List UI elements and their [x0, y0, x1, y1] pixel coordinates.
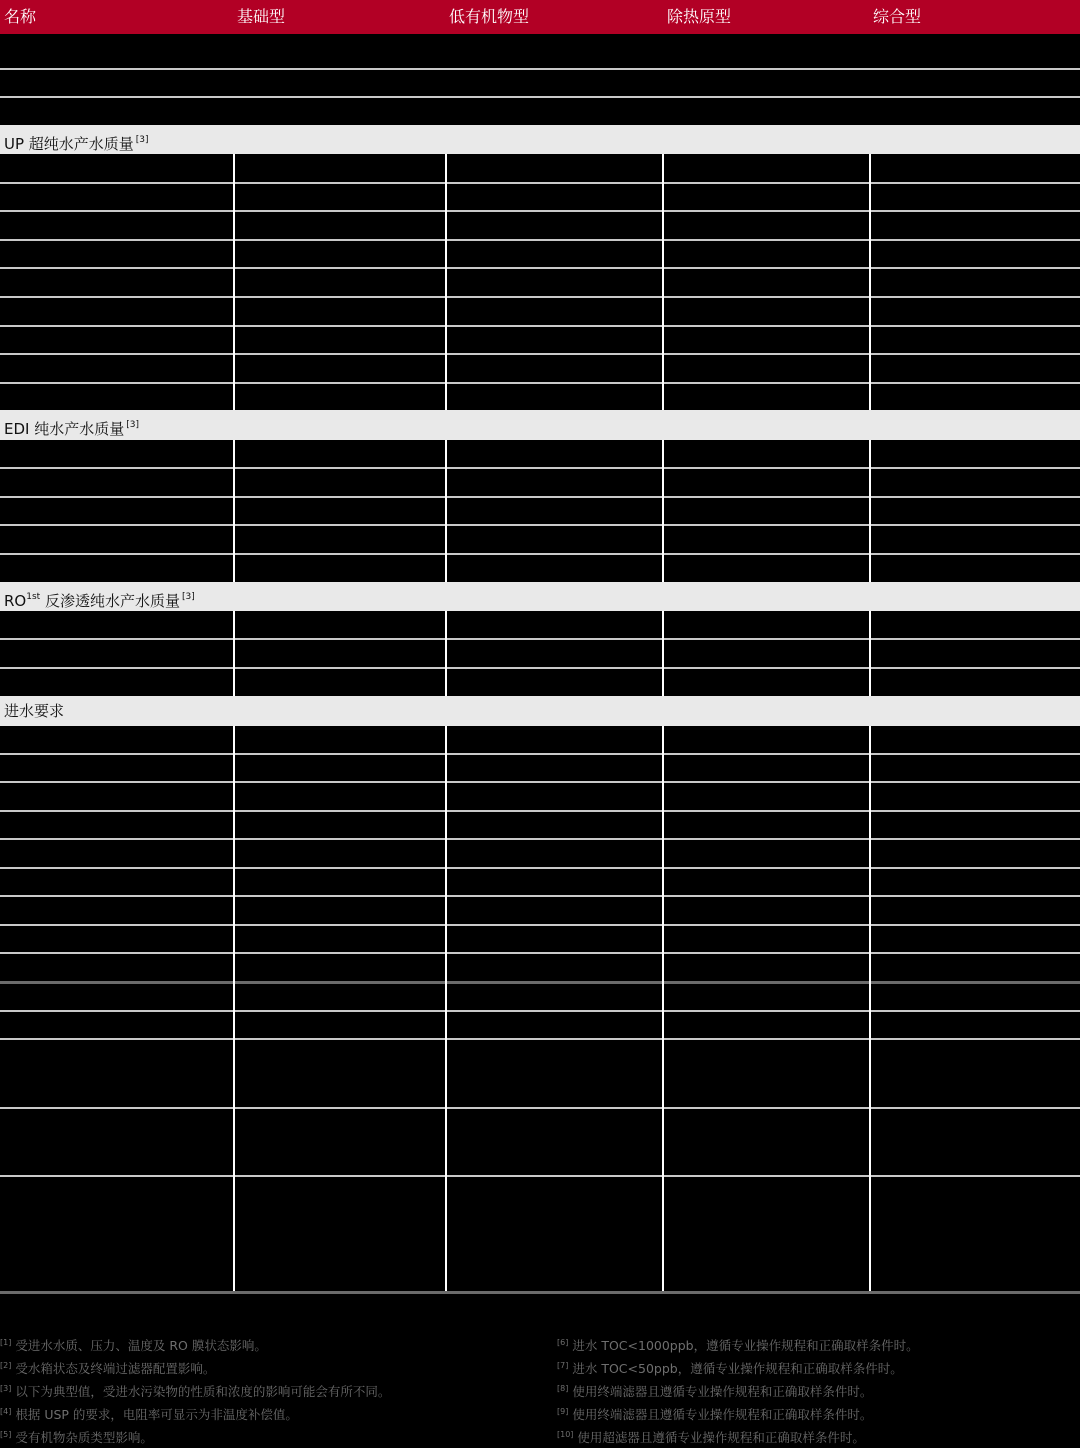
- footnote: [1] 受进水水质、压力、温度及 RO 膜状态影响。: [0, 1338, 267, 1353]
- table-row: [0, 34, 1080, 68]
- column-divider: [445, 726, 447, 1291]
- column-divider: [233, 726, 235, 1291]
- section-header-feed-water: [0, 696, 1080, 726]
- column-header-name: 名称: [4, 7, 37, 26]
- section-header-edi: [0, 410, 1080, 440]
- footnote-ref: [3]: [135, 135, 149, 145]
- column-divider: [869, 440, 871, 582]
- footnote: [3] 以下为典型值，受进水污染物的性质和浓度的影响可能会有所不同。: [0, 1384, 391, 1399]
- column-divider: [869, 154, 871, 410]
- column-header-low-organic: 低有机物型: [449, 7, 530, 26]
- footnote: [7] 进水 TOC<50ppb，遵循专业操作规程和正确取样条件时。: [557, 1361, 903, 1376]
- footnotes-right: [557, 1333, 919, 1448]
- section-label-ro: RO: [4, 592, 27, 610]
- section-label: 进水要求: [4, 702, 65, 720]
- column-divider: [662, 154, 664, 410]
- column-divider: [233, 154, 235, 410]
- column-divider: [445, 611, 447, 696]
- superscript-1st: 1st: [26, 592, 41, 602]
- column-divider: [233, 440, 235, 582]
- column-header-basic: 基础型: [237, 7, 286, 26]
- footnote: [5] 受有机物杂质类型影响。: [0, 1430, 153, 1445]
- column-header-depyrogen: 除热原型: [667, 7, 732, 26]
- table-bottom-border: [0, 1291, 1080, 1294]
- footnotes-left: [0, 1333, 390, 1448]
- footnote: [9] 使用终端滤器且遵循专业操作规程和正确取样条件时。: [557, 1407, 873, 1422]
- column-divider: [869, 611, 871, 696]
- section-label: EDI 纯水产水质量: [4, 420, 125, 438]
- footnote: [8] 使用终端滤器且遵循专业操作规程和正确取样条件时。: [557, 1384, 873, 1399]
- section-header-up: [0, 125, 1080, 154]
- column-divider: [445, 154, 447, 410]
- section-label: UP 超纯水产水质量: [4, 135, 134, 153]
- column-header-comprehensive: 综合型: [873, 7, 922, 26]
- column-divider: [445, 440, 447, 582]
- column-divider: [662, 726, 664, 1291]
- section-header-ro: [0, 582, 1080, 611]
- column-divider: [233, 611, 235, 696]
- table-header-row: [0, 0, 1080, 34]
- column-divider: [662, 440, 664, 582]
- footnote: [4] 根据 USP 的要求，电阻率可显示为非温度补偿值。: [0, 1407, 298, 1422]
- column-divider: [662, 611, 664, 696]
- footnote-ref: [3]: [126, 420, 139, 430]
- footnote-ref: [3]: [181, 592, 195, 602]
- section-label: 反渗透纯水产水质量: [40, 592, 180, 610]
- footnote: [2] 受水箱状态及终端过滤器配置影响。: [0, 1361, 216, 1376]
- table-row: [0, 70, 1080, 96]
- column-divider: [869, 726, 871, 1291]
- section-divider: [0, 981, 1080, 984]
- footnote: [10] 使用超滤器且遵循专业操作规程和正确取样条件时。: [557, 1430, 865, 1445]
- footnote: [6] 进水 TOC<1000ppb，遵循专业操作规程和正确取样条件时。: [557, 1338, 919, 1353]
- table-row: [0, 98, 1080, 125]
